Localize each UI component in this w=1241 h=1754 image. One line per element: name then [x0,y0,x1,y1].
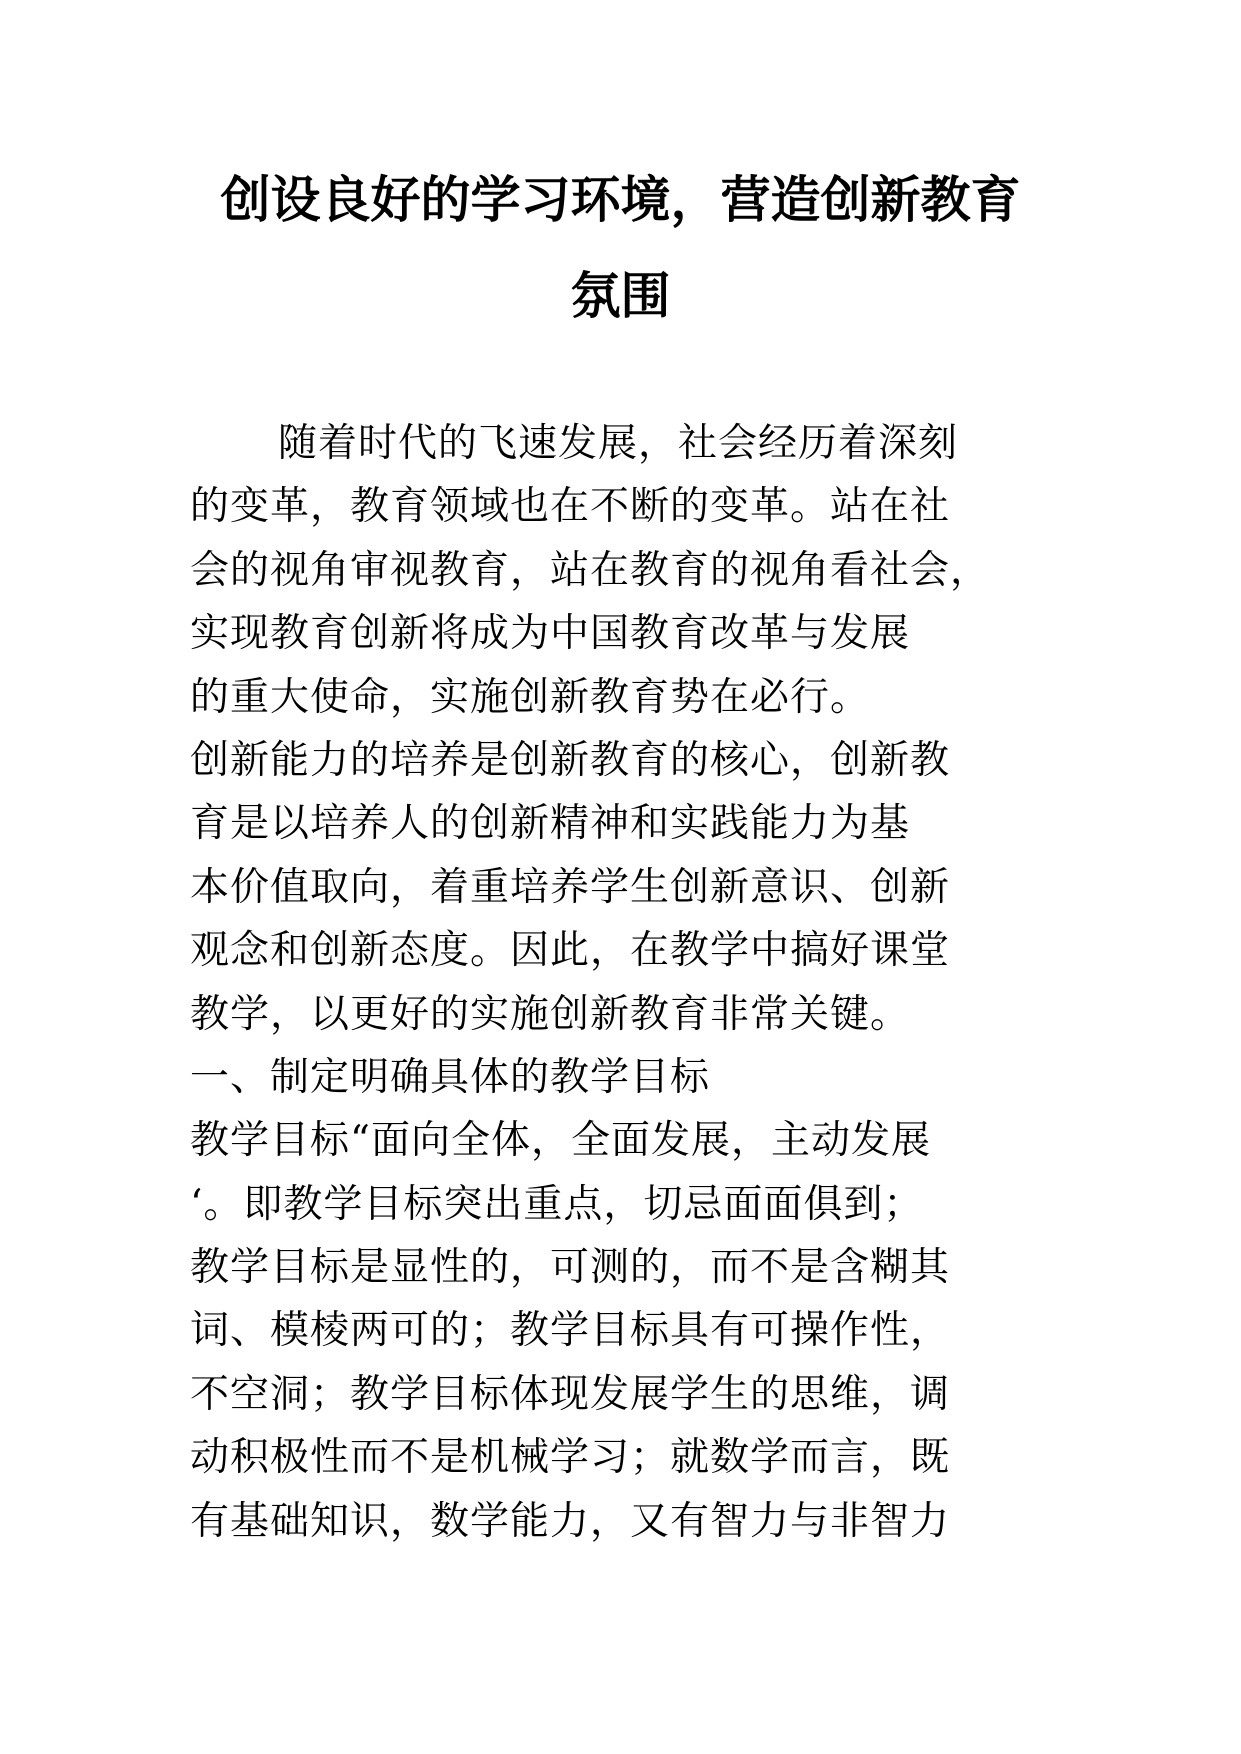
text-line: 教学，以更好的实施创新教育非常关键。 [190,991,911,1037]
text-line: ‘。即教学目标突出重点，切忌面面俱到； [190,1181,924,1227]
text-line: 不空洞；教学目标体现发展学生的思维，调 [190,1371,951,1417]
document-body [190,412,1070,1553]
document-title-line-2: 氛围 [570,267,671,325]
text-line: 有基础知识，数学能力，又有智力与非智力 [190,1498,951,1544]
text-line: 词、模棱两可的；教学目标具有可操作性， [190,1308,951,1354]
text-line: 动积极性而不是机械学习；就数学而言，既 [190,1435,951,1481]
text-line: 会的视角审视教育，站在教育的视角看社会， [190,547,991,593]
text-line: 教学目标“面向全体，全面发展，主动发展 [190,1118,931,1164]
text-line: 的重大使命，实施创新教育势在必行。 [190,674,871,720]
text-line: 随着时代的飞速发展，社会经历着深刻 [278,421,959,466]
document-title-line-1: 创设良好的学习环境，营造创新教育 [220,171,1021,229]
text-line: 本价值取向，着重培养学生创新意识、创新 [190,864,951,910]
text-line: 实现教育创新将成为中国教育改革与发展 [190,611,911,657]
text-line: 的变革，教育领域也在不断的变革。站在社 [190,484,951,530]
text-line: 育是以培养人的创新精神和实践能力为基 [190,801,911,847]
text-line: 创新能力的培养是创新教育的核心，创新教 [190,737,951,783]
text-line: 教学目标是显性的，可测的，而不是含糊其 [190,1245,951,1291]
text-line: 观念和创新态度。因此，在教学中搞好课堂 [190,928,951,974]
section-heading: 一、制定明确具体的教学目标 [190,1054,711,1100]
